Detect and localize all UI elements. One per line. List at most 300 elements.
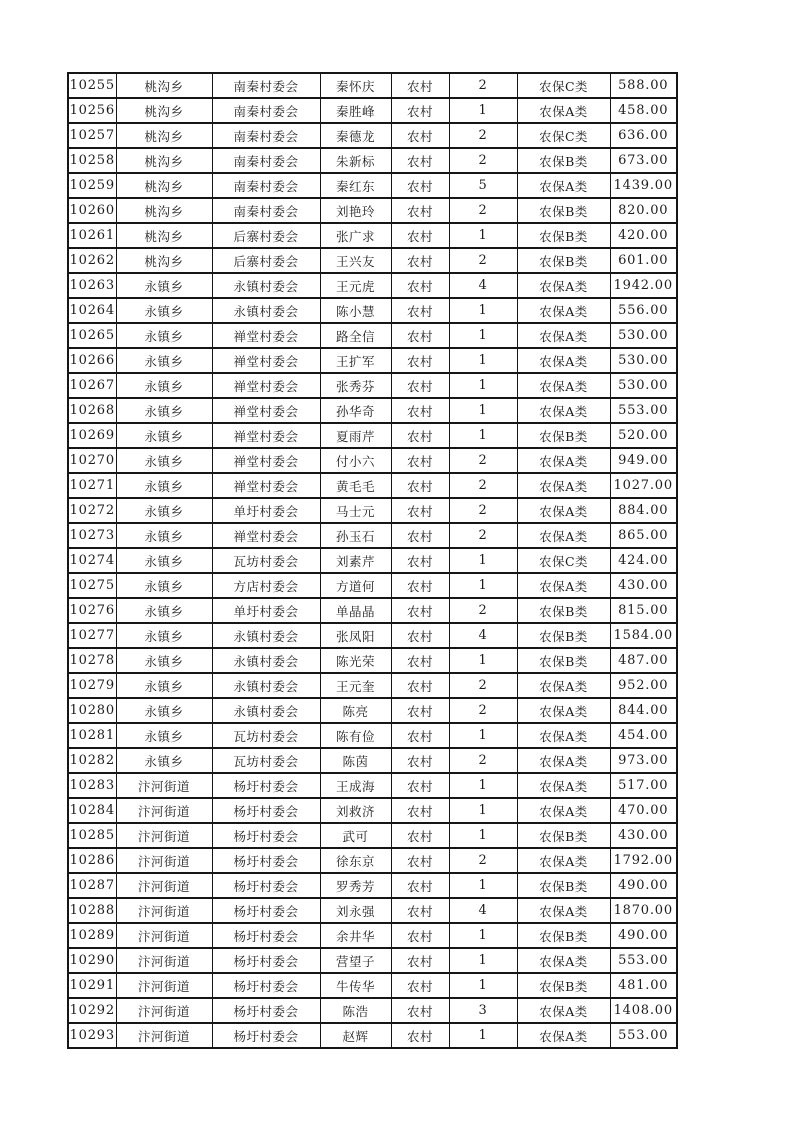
cell-village-committee: 禅堂村委会 xyxy=(212,473,320,498)
cell-person-name: 武可 xyxy=(320,823,391,848)
cell-village-committee: 瓦坊村委会 xyxy=(212,548,320,573)
cell-insurance-category: 农保A类 xyxy=(517,948,610,973)
cell-insurance-category: 农保B类 xyxy=(517,248,610,273)
cell-village-committee: 永镇村委会 xyxy=(212,648,320,673)
cell-township: 汴河街道 xyxy=(116,998,212,1023)
cell-person-count: 2 xyxy=(449,473,517,498)
cell-village-committee: 方店村委会 xyxy=(212,573,320,598)
cell-person-count: 1 xyxy=(449,873,517,898)
cell-person-count: 2 xyxy=(449,698,517,723)
cell-village-committee: 永镇村委会 xyxy=(212,673,320,698)
cell-insurance-category: 农保A类 xyxy=(517,673,610,698)
cell-insurance-category: 农保A类 xyxy=(517,773,610,798)
cell-village-committee: 禅堂村委会 xyxy=(212,323,320,348)
table-row xyxy=(68,673,677,698)
cell-insurance-category: 农保B类 xyxy=(517,198,610,223)
cell-record-id: 10286 xyxy=(68,848,116,873)
cell-township: 永镇乡 xyxy=(116,723,212,748)
cell-record-id: 10267 xyxy=(68,373,116,398)
cell-record-id: 10257 xyxy=(68,123,116,148)
cell-township: 永镇乡 xyxy=(116,673,212,698)
cell-amount: 530.00 xyxy=(610,348,677,373)
cell-person-name: 余井华 xyxy=(320,923,391,948)
cell-person-count: 1 xyxy=(449,648,517,673)
cell-record-id: 10262 xyxy=(68,248,116,273)
table-row xyxy=(68,498,677,523)
cell-township: 永镇乡 xyxy=(116,548,212,573)
cell-village-committee: 永镇村委会 xyxy=(212,298,320,323)
table-row xyxy=(68,523,677,548)
cell-township: 汴河街道 xyxy=(116,773,212,798)
table-row xyxy=(68,398,677,423)
cell-amount: 952.00 xyxy=(610,673,677,698)
cell-record-id: 10274 xyxy=(68,548,116,573)
cell-person-count: 2 xyxy=(449,123,517,148)
cell-insurance-category: 农保A类 xyxy=(517,573,610,598)
cell-insurance-category: 农保B类 xyxy=(517,973,610,998)
cell-township: 桃沟乡 xyxy=(116,98,212,123)
cell-amount: 553.00 xyxy=(610,1023,677,1048)
cell-household-type: 农村 xyxy=(391,1023,449,1048)
table-row xyxy=(68,873,677,898)
table-row xyxy=(68,648,677,673)
table-row xyxy=(68,348,677,373)
cell-insurance-category: 农保A类 xyxy=(517,398,610,423)
cell-township: 汴河街道 xyxy=(116,948,212,973)
table-row xyxy=(68,798,677,823)
cell-village-committee: 南秦村委会 xyxy=(212,98,320,123)
cell-person-name: 夏雨芹 xyxy=(320,423,391,448)
cell-insurance-category: 农保A类 xyxy=(517,698,610,723)
cell-insurance-category: 农保B类 xyxy=(517,148,610,173)
cell-person-count: 2 xyxy=(449,748,517,773)
cell-person-count: 2 xyxy=(449,498,517,523)
cell-amount: 430.00 xyxy=(610,823,677,848)
cell-household-type: 农村 xyxy=(391,623,449,648)
cell-household-type: 农村 xyxy=(391,848,449,873)
cell-village-committee: 后寨村委会 xyxy=(212,248,320,273)
cell-township: 永镇乡 xyxy=(116,298,212,323)
cell-household-type: 农村 xyxy=(391,973,449,998)
cell-village-committee: 禅堂村委会 xyxy=(212,448,320,473)
cell-person-name: 陈小慧 xyxy=(320,298,391,323)
cell-household-type: 农村 xyxy=(391,498,449,523)
cell-township: 永镇乡 xyxy=(116,648,212,673)
cell-household-type: 农村 xyxy=(391,298,449,323)
cell-person-name: 秦胜峰 xyxy=(320,98,391,123)
cell-household-type: 农村 xyxy=(391,873,449,898)
table-row xyxy=(68,198,677,223)
cell-person-name: 刘艳玲 xyxy=(320,198,391,223)
cell-person-name: 徐东京 xyxy=(320,848,391,873)
cell-insurance-category: 农保A类 xyxy=(517,323,610,348)
cell-person-count: 1 xyxy=(449,573,517,598)
cell-amount: 1942.00 xyxy=(610,273,677,298)
cell-record-id: 10268 xyxy=(68,398,116,423)
cell-record-id: 10280 xyxy=(68,698,116,723)
cell-township: 汴河街道 xyxy=(116,848,212,873)
cell-household-type: 农村 xyxy=(391,773,449,798)
cell-person-name: 王元奎 xyxy=(320,673,391,698)
cell-township: 永镇乡 xyxy=(116,598,212,623)
table-row xyxy=(68,973,677,998)
cell-township: 桃沟乡 xyxy=(116,198,212,223)
cell-village-committee: 单圩村委会 xyxy=(212,598,320,623)
cell-household-type: 农村 xyxy=(391,398,449,423)
cell-township: 永镇乡 xyxy=(116,748,212,773)
cell-insurance-category: 农保A类 xyxy=(517,498,610,523)
cell-township: 桃沟乡 xyxy=(116,123,212,148)
table-row xyxy=(68,73,677,98)
cell-township: 汴河街道 xyxy=(116,823,212,848)
cell-insurance-category: 农保A类 xyxy=(517,798,610,823)
cell-township: 永镇乡 xyxy=(116,498,212,523)
cell-township: 桃沟乡 xyxy=(116,248,212,273)
cell-record-id: 10261 xyxy=(68,223,116,248)
cell-insurance-category: 农保A类 xyxy=(517,298,610,323)
cell-record-id: 10271 xyxy=(68,473,116,498)
cell-household-type: 农村 xyxy=(391,798,449,823)
cell-amount: 973.00 xyxy=(610,748,677,773)
cell-amount: 556.00 xyxy=(610,298,677,323)
cell-village-committee: 永镇村委会 xyxy=(212,698,320,723)
cell-record-id: 10279 xyxy=(68,673,116,698)
cell-record-id: 10255 xyxy=(68,73,116,98)
cell-person-count: 4 xyxy=(449,273,517,298)
cell-village-committee: 南秦村委会 xyxy=(212,173,320,198)
cell-person-count: 1 xyxy=(449,323,517,348)
table-row xyxy=(68,623,677,648)
cell-insurance-category: 农保C类 xyxy=(517,123,610,148)
cell-household-type: 农村 xyxy=(391,673,449,698)
cell-household-type: 农村 xyxy=(391,573,449,598)
cell-person-count: 1 xyxy=(449,773,517,798)
cell-person-name: 陈茵 xyxy=(320,748,391,773)
cell-record-id: 10292 xyxy=(68,998,116,1023)
table-row xyxy=(68,123,677,148)
cell-person-count: 4 xyxy=(449,898,517,923)
cell-person-name: 王成海 xyxy=(320,773,391,798)
cell-person-count: 1 xyxy=(449,348,517,373)
cell-township: 永镇乡 xyxy=(116,698,212,723)
cell-person-name: 陈浩 xyxy=(320,998,391,1023)
cell-village-committee: 后寨村委会 xyxy=(212,223,320,248)
cell-township: 永镇乡 xyxy=(116,323,212,348)
cell-person-name: 秦怀庆 xyxy=(320,73,391,98)
cell-household-type: 农村 xyxy=(391,748,449,773)
cell-amount: 530.00 xyxy=(610,373,677,398)
cell-record-id: 10287 xyxy=(68,873,116,898)
cell-record-id: 10288 xyxy=(68,898,116,923)
cell-person-name: 秦红东 xyxy=(320,173,391,198)
cell-household-type: 农村 xyxy=(391,123,449,148)
cell-township: 桃沟乡 xyxy=(116,148,212,173)
cell-household-type: 农村 xyxy=(391,273,449,298)
cell-insurance-category: 农保A类 xyxy=(517,373,610,398)
cell-amount: 636.00 xyxy=(610,123,677,148)
cell-person-count: 5 xyxy=(449,173,517,198)
table-row xyxy=(68,173,677,198)
cell-record-id: 10289 xyxy=(68,923,116,948)
cell-insurance-category: 农保A类 xyxy=(517,448,610,473)
cell-village-committee: 禅堂村委会 xyxy=(212,348,320,373)
cell-household-type: 农村 xyxy=(391,698,449,723)
cell-amount: 815.00 xyxy=(610,598,677,623)
cell-insurance-category: 农保B类 xyxy=(517,598,610,623)
cell-record-id: 10283 xyxy=(68,773,116,798)
cell-insurance-category: 农保A类 xyxy=(517,748,610,773)
cell-amount: 553.00 xyxy=(610,948,677,973)
cell-record-id: 10269 xyxy=(68,423,116,448)
cell-household-type: 农村 xyxy=(391,448,449,473)
cell-record-id: 10265 xyxy=(68,323,116,348)
cell-record-id: 10277 xyxy=(68,623,116,648)
cell-person-count: 1 xyxy=(449,223,517,248)
cell-person-name: 付小六 xyxy=(320,448,391,473)
cell-person-name: 孙玉石 xyxy=(320,523,391,548)
cell-person-count: 1 xyxy=(449,948,517,973)
cell-person-count: 2 xyxy=(449,198,517,223)
cell-household-type: 农村 xyxy=(391,523,449,548)
cell-township: 桃沟乡 xyxy=(116,223,212,248)
cell-township: 永镇乡 xyxy=(116,473,212,498)
cell-township: 永镇乡 xyxy=(116,523,212,548)
cell-insurance-category: 农保B类 xyxy=(517,923,610,948)
cell-record-id: 10290 xyxy=(68,948,116,973)
cell-amount: 458.00 xyxy=(610,98,677,123)
cell-record-id: 10272 xyxy=(68,498,116,523)
cell-person-count: 1 xyxy=(449,398,517,423)
cell-insurance-category: 农保C类 xyxy=(517,73,610,98)
cell-person-count: 1 xyxy=(449,423,517,448)
cell-amount: 844.00 xyxy=(610,698,677,723)
cell-village-committee: 杨圩村委会 xyxy=(212,948,320,973)
cell-insurance-category: 农保B类 xyxy=(517,423,610,448)
table-row xyxy=(68,898,677,923)
cell-insurance-category: 农保B类 xyxy=(517,823,610,848)
cell-household-type: 农村 xyxy=(391,73,449,98)
cell-insurance-category: 农保A类 xyxy=(517,173,610,198)
cell-village-committee: 杨圩村委会 xyxy=(212,798,320,823)
cell-person-count: 1 xyxy=(449,373,517,398)
cell-record-id: 10264 xyxy=(68,298,116,323)
table-row xyxy=(68,748,677,773)
cell-amount: 588.00 xyxy=(610,73,677,98)
cell-household-type: 农村 xyxy=(391,998,449,1023)
cell-person-count: 3 xyxy=(449,998,517,1023)
cell-household-type: 农村 xyxy=(391,173,449,198)
cell-amount: 553.00 xyxy=(610,398,677,423)
table-row xyxy=(68,998,677,1023)
cell-insurance-category: 农保B类 xyxy=(517,648,610,673)
cell-village-committee: 禅堂村委会 xyxy=(212,373,320,398)
cell-person-count: 2 xyxy=(449,523,517,548)
cell-person-count: 1 xyxy=(449,973,517,998)
cell-household-type: 农村 xyxy=(391,723,449,748)
cell-household-type: 农村 xyxy=(391,548,449,573)
cell-person-count: 1 xyxy=(449,923,517,948)
table-row xyxy=(68,323,677,348)
cell-amount: 424.00 xyxy=(610,548,677,573)
cell-township: 永镇乡 xyxy=(116,273,212,298)
cell-household-type: 农村 xyxy=(391,423,449,448)
cell-record-id: 10281 xyxy=(68,723,116,748)
cell-record-id: 10263 xyxy=(68,273,116,298)
cell-village-committee: 禅堂村委会 xyxy=(212,523,320,548)
cell-township: 汴河街道 xyxy=(116,873,212,898)
cell-insurance-category: 农保A类 xyxy=(517,348,610,373)
table-row xyxy=(68,148,677,173)
cell-person-count: 1 xyxy=(449,548,517,573)
cell-amount: 490.00 xyxy=(610,873,677,898)
cell-amount: 1027.00 xyxy=(610,473,677,498)
cell-township: 汴河街道 xyxy=(116,898,212,923)
cell-insurance-category: 农保A类 xyxy=(517,98,610,123)
table-row xyxy=(68,573,677,598)
cell-person-count: 1 xyxy=(449,98,517,123)
table-row xyxy=(68,273,677,298)
cell-record-id: 10285 xyxy=(68,823,116,848)
cell-person-name: 赵辉 xyxy=(320,1023,391,1048)
cell-amount: 601.00 xyxy=(610,248,677,273)
cell-record-id: 10293 xyxy=(68,1023,116,1048)
cell-record-id: 10284 xyxy=(68,798,116,823)
cell-village-committee: 南秦村委会 xyxy=(212,148,320,173)
cell-household-type: 农村 xyxy=(391,923,449,948)
cell-village-committee: 杨圩村委会 xyxy=(212,823,320,848)
cell-household-type: 农村 xyxy=(391,598,449,623)
cell-insurance-category: 农保A类 xyxy=(517,273,610,298)
cell-insurance-category: 农保C类 xyxy=(517,548,610,573)
cell-amount: 470.00 xyxy=(610,798,677,823)
cell-village-committee: 禅堂村委会 xyxy=(212,423,320,448)
cell-household-type: 农村 xyxy=(391,148,449,173)
cell-amount: 884.00 xyxy=(610,498,677,523)
cell-household-type: 农村 xyxy=(391,473,449,498)
cell-record-id: 10273 xyxy=(68,523,116,548)
cell-person-count: 2 xyxy=(449,148,517,173)
cell-township: 汴河街道 xyxy=(116,798,212,823)
cell-person-name: 刘永强 xyxy=(320,898,391,923)
cell-record-id: 10275 xyxy=(68,573,116,598)
cell-village-committee: 禅堂村委会 xyxy=(212,398,320,423)
cell-amount: 673.00 xyxy=(610,148,677,173)
cell-record-id: 10276 xyxy=(68,598,116,623)
cell-village-committee: 瓦坊村委会 xyxy=(212,748,320,773)
cell-insurance-category: 农保A类 xyxy=(517,998,610,1023)
table-row xyxy=(68,698,677,723)
cell-insurance-category: 农保B类 xyxy=(517,223,610,248)
cell-insurance-category: 农保B类 xyxy=(517,873,610,898)
cell-household-type: 农村 xyxy=(391,223,449,248)
cell-village-committee: 南秦村委会 xyxy=(212,198,320,223)
cell-person-name: 张广求 xyxy=(320,223,391,248)
cell-person-name: 单晶晶 xyxy=(320,598,391,623)
cell-insurance-category: 农保A类 xyxy=(517,723,610,748)
cell-village-committee: 杨圩村委会 xyxy=(212,923,320,948)
cell-township: 永镇乡 xyxy=(116,623,212,648)
cell-person-count: 1 xyxy=(449,823,517,848)
cell-amount: 1870.00 xyxy=(610,898,677,923)
table-row xyxy=(68,723,677,748)
cell-record-id: 10256 xyxy=(68,98,116,123)
cell-village-committee: 杨圩村委会 xyxy=(212,998,320,1023)
cell-township: 汴河街道 xyxy=(116,973,212,998)
cell-household-type: 农村 xyxy=(391,348,449,373)
cell-amount: 1439.00 xyxy=(610,173,677,198)
table-row xyxy=(68,923,677,948)
cell-person-count: 1 xyxy=(449,298,517,323)
cell-village-committee: 杨圩村委会 xyxy=(212,973,320,998)
cell-amount: 420.00 xyxy=(610,223,677,248)
cell-amount: 530.00 xyxy=(610,323,677,348)
cell-village-committee: 南秦村委会 xyxy=(212,123,320,148)
cell-person-count: 2 xyxy=(449,598,517,623)
cell-person-name: 秦德龙 xyxy=(320,123,391,148)
cell-amount: 865.00 xyxy=(610,523,677,548)
cell-township: 桃沟乡 xyxy=(116,73,212,98)
cell-village-committee: 永镇村委会 xyxy=(212,623,320,648)
cell-person-count: 2 xyxy=(449,448,517,473)
table-row xyxy=(68,1023,677,1048)
cell-township: 永镇乡 xyxy=(116,573,212,598)
table-row xyxy=(68,373,677,398)
cell-insurance-category: 农保A类 xyxy=(517,523,610,548)
cell-person-count: 2 xyxy=(449,673,517,698)
cell-amount: 430.00 xyxy=(610,573,677,598)
cell-amount: 949.00 xyxy=(610,448,677,473)
cell-village-committee: 杨圩村委会 xyxy=(212,898,320,923)
cell-amount: 481.00 xyxy=(610,973,677,998)
cell-township: 永镇乡 xyxy=(116,373,212,398)
cell-record-id: 10278 xyxy=(68,648,116,673)
cell-person-count: 2 xyxy=(449,248,517,273)
cell-village-committee: 杨圩村委会 xyxy=(212,773,320,798)
cell-record-id: 10258 xyxy=(68,148,116,173)
cell-insurance-category: 农保A类 xyxy=(517,848,610,873)
cell-person-name: 路全信 xyxy=(320,323,391,348)
cell-village-committee: 瓦坊村委会 xyxy=(212,723,320,748)
table-row xyxy=(68,448,677,473)
cell-village-committee: 单圩村委会 xyxy=(212,498,320,523)
cell-township: 汴河街道 xyxy=(116,923,212,948)
table-row xyxy=(68,473,677,498)
cell-amount: 1792.00 xyxy=(610,848,677,873)
cell-record-id: 10266 xyxy=(68,348,116,373)
cell-record-id: 10259 xyxy=(68,173,116,198)
table-row xyxy=(68,848,677,873)
cell-insurance-category: 农保A类 xyxy=(517,473,610,498)
cell-person-name: 罗秀芳 xyxy=(320,873,391,898)
cell-township: 桃沟乡 xyxy=(116,173,212,198)
cell-household-type: 农村 xyxy=(391,98,449,123)
table-row xyxy=(68,823,677,848)
cell-amount: 1408.00 xyxy=(610,998,677,1023)
table-row xyxy=(68,98,677,123)
cell-person-count: 1 xyxy=(449,723,517,748)
table-row xyxy=(68,298,677,323)
cell-township: 永镇乡 xyxy=(116,448,212,473)
cell-amount: 487.00 xyxy=(610,648,677,673)
cell-village-committee: 永镇村委会 xyxy=(212,273,320,298)
cell-person-name: 王扩军 xyxy=(320,348,391,373)
insurance-roster-table xyxy=(67,72,678,1049)
table-row xyxy=(68,248,677,273)
cell-person-count: 1 xyxy=(449,1023,517,1048)
cell-village-committee: 杨圩村委会 xyxy=(212,848,320,873)
cell-insurance-category: 农保A类 xyxy=(517,898,610,923)
cell-person-name: 方道何 xyxy=(320,573,391,598)
